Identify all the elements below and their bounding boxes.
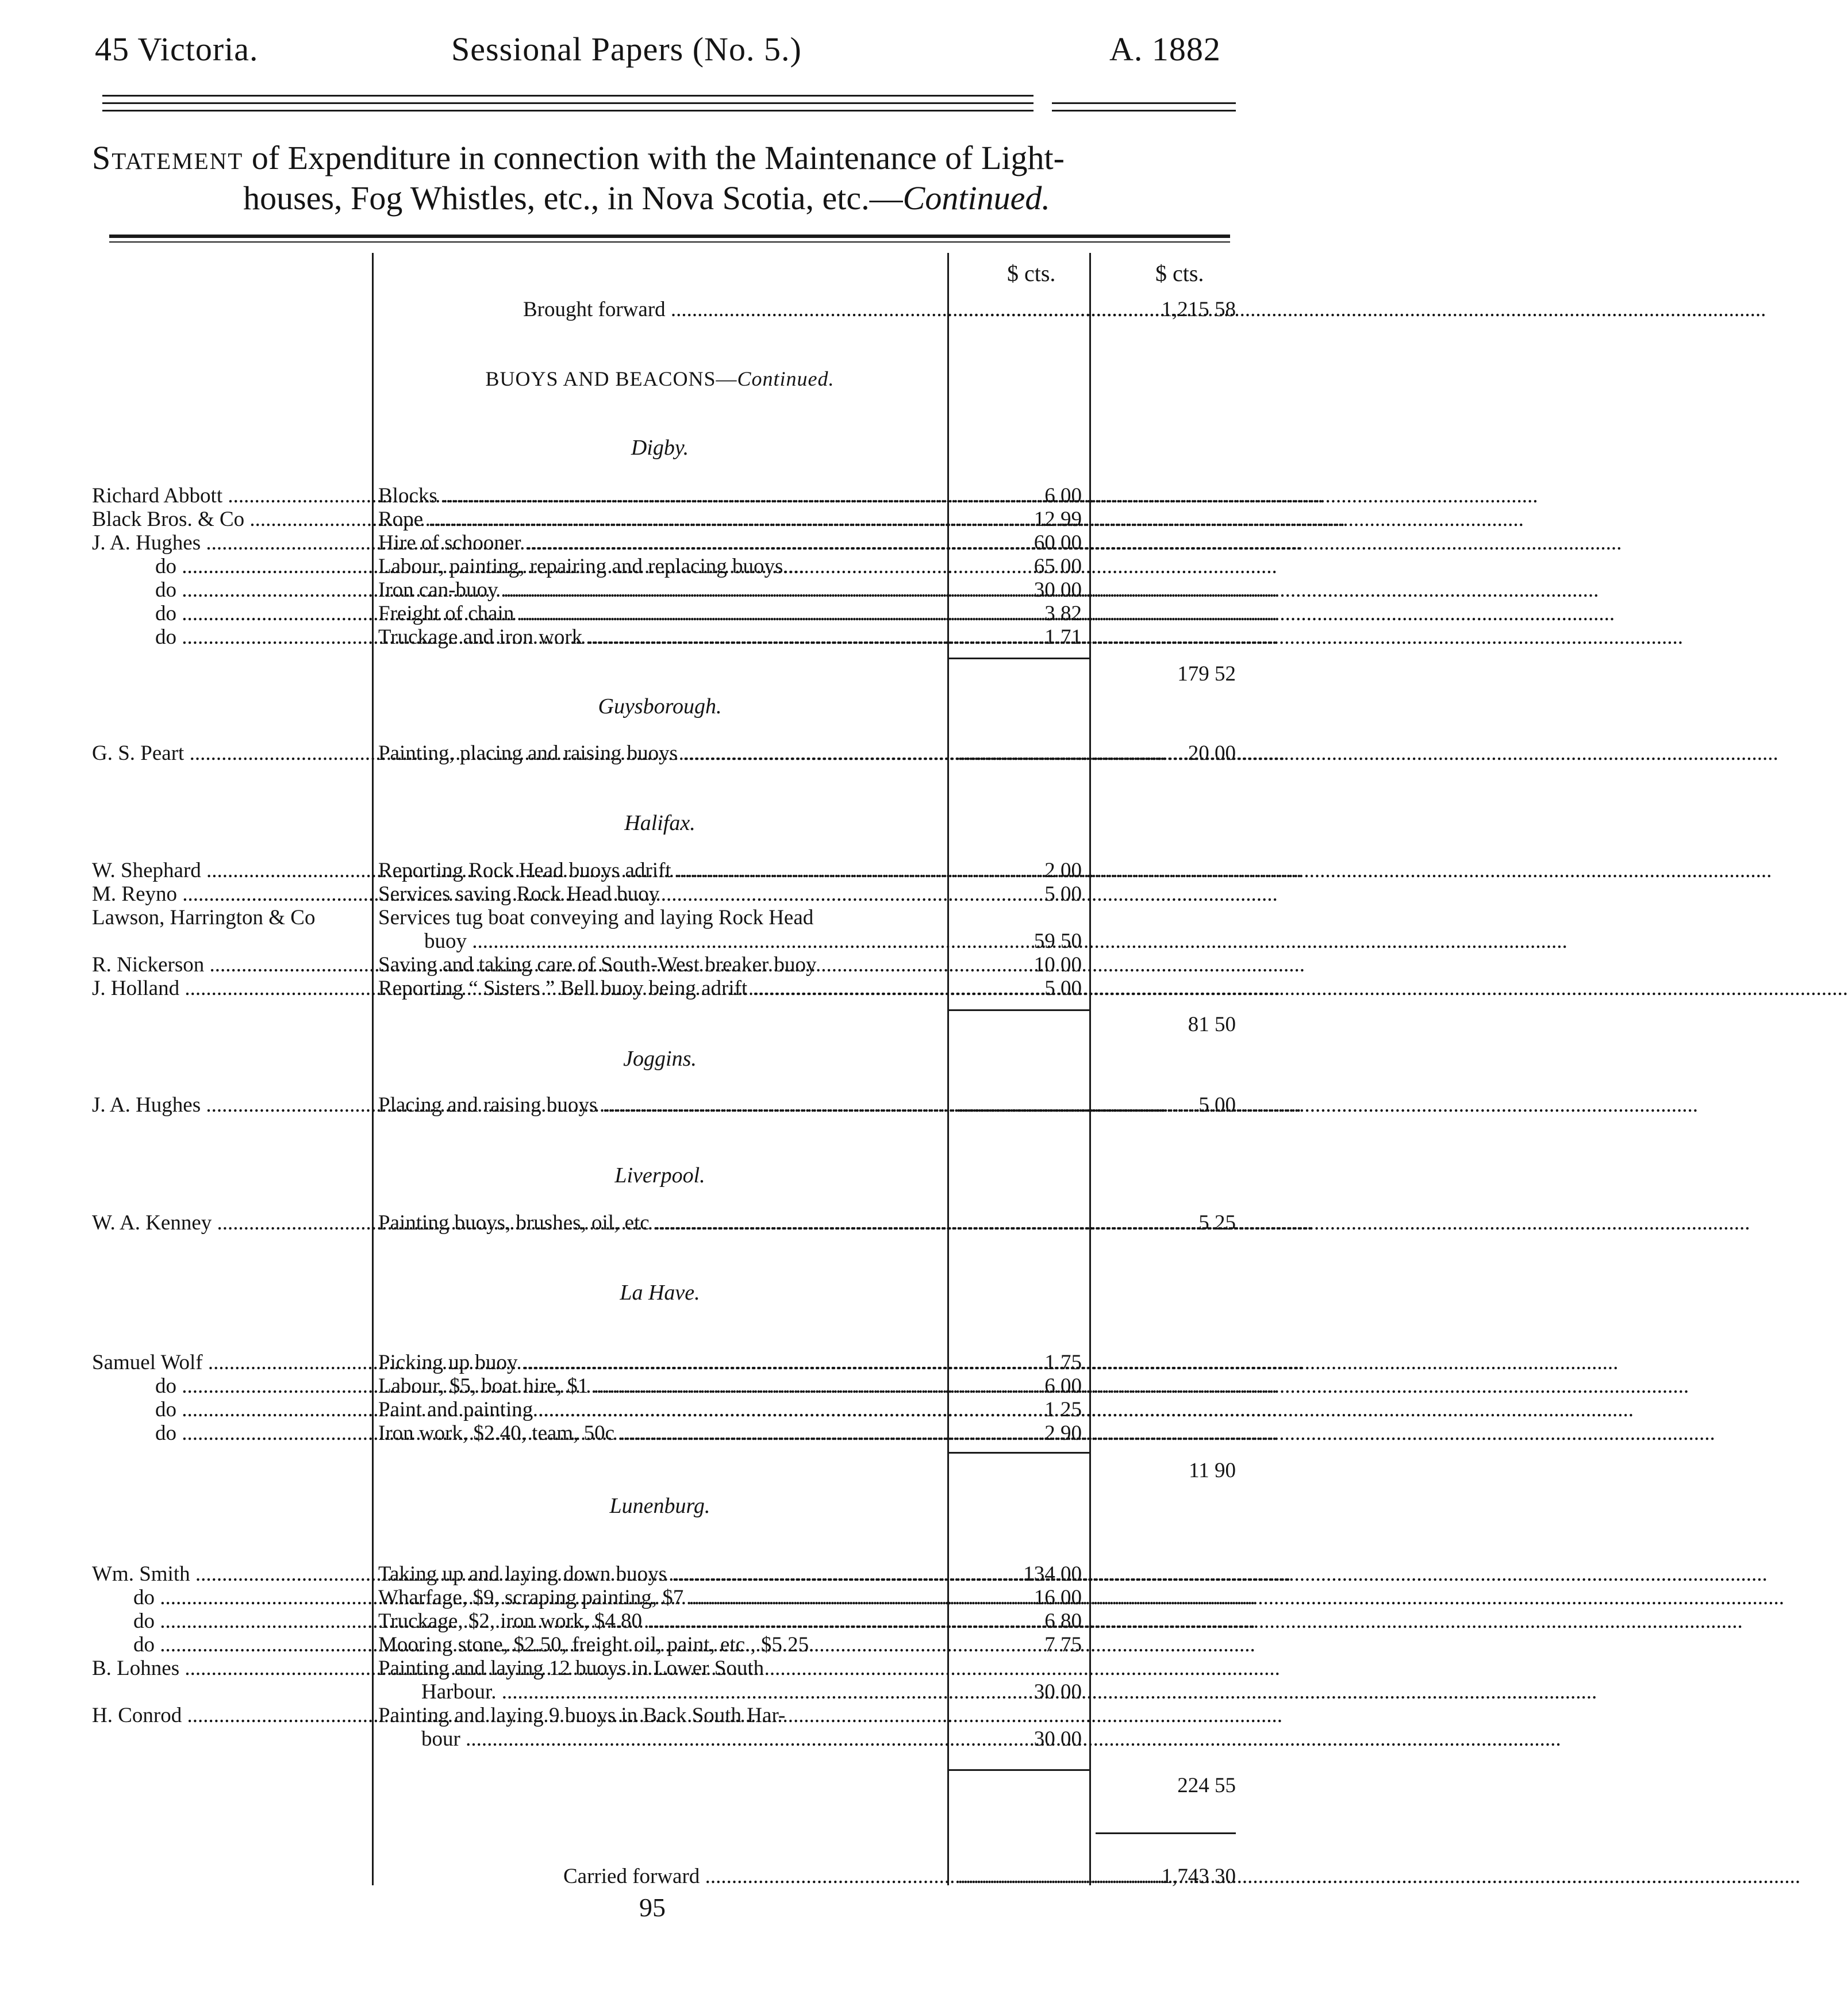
payee: Lawson, Harrington & Co <box>92 906 316 929</box>
item-description: Iron work, $2.40, team, 50c <box>378 1421 615 1445</box>
item-description: Picking up buoy <box>378 1351 518 1374</box>
carried-forward-label: Carried forward <box>563 1865 700 1888</box>
item-description: Reporting “ Sisters ” Bell buoy being adrift <box>378 977 748 1000</box>
payee: W. A. Kenney <box>92 1211 212 1235</box>
item-description: Labour, $5, boat hire, $1 <box>378 1374 589 1398</box>
table-row <box>0 1657 1277 1681</box>
item-amount: 30 00 <box>1034 1680 1082 1704</box>
table-row <box>0 859 1277 883</box>
item-amount: 30 00 <box>1034 1727 1082 1751</box>
table-row <box>0 882 1277 906</box>
section-total-joggins: 5 00 <box>1198 1093 1236 1117</box>
payee: J. A. Hughes <box>92 531 201 555</box>
payee: do <box>155 1421 176 1445</box>
payee: Richard Abbott <box>92 484 223 508</box>
table-row <box>0 625 1277 650</box>
payee: M. Reyno <box>92 882 177 906</box>
title-line2: houses, Fog Whistles, etc., in Nova Scotia, etc.— <box>243 179 903 217</box>
table-row <box>0 555 1277 579</box>
section-title-lunenburg: Lunenburg. <box>609 1494 710 1518</box>
title-continued: Continued. <box>902 179 1050 217</box>
payee: do <box>133 1633 155 1657</box>
payee: Black Bros. & Co <box>92 508 245 531</box>
brought-forward-row <box>0 298 1277 322</box>
running-header-left: 45 Victoria. <box>95 30 259 68</box>
leader-dots: ....................................... <box>958 298 1165 321</box>
item-amount: 5 00 <box>1044 977 1082 1000</box>
section-title-liverpool: Liverpool. <box>614 1163 705 1188</box>
table-row <box>0 508 1277 532</box>
section-total-digby: 179 52 <box>1177 662 1236 686</box>
item-description: Services saving Rock Head buoy <box>378 882 660 906</box>
table-row <box>0 953 1277 977</box>
item-amount: 2 90 <box>1044 1421 1082 1445</box>
item-amount: 16 00 <box>1034 1586 1082 1609</box>
item-amount: 7 75 <box>1044 1633 1082 1657</box>
leader-dots: ....................................... <box>958 1093 1165 1117</box>
payee: W. Shephard <box>92 859 201 882</box>
item-description: Taking up and laying down buoys <box>378 1562 667 1586</box>
item-amount: 134 00 <box>1023 1562 1082 1586</box>
item-amount: 1 25 <box>1044 1398 1082 1421</box>
carried-forward-total: 1,743 30 <box>1161 1865 1236 1888</box>
item-description: Labour, painting, repairing and replacing buoys.... <box>378 555 805 578</box>
item-description-cont: buoy <box>424 929 467 953</box>
item-description: Paint and painting <box>378 1398 533 1421</box>
table-row <box>0 578 1277 602</box>
page-number: 95 <box>639 1893 666 1922</box>
item-amount: 10 00 <box>1034 953 1082 977</box>
item-description: Freight of chain <box>378 602 514 625</box>
brought-forward-label: Brought forward <box>523 298 666 321</box>
section-title-digby: Digby. <box>631 436 689 460</box>
section-heading <box>378 367 942 391</box>
section-title-lahave: La Have. <box>620 1281 700 1305</box>
payee: G. S. Peart <box>92 741 185 765</box>
section-total-guysborough: 20 00 <box>1188 741 1236 765</box>
section-total-halifax: 81 50 <box>1188 1013 1236 1036</box>
payee: do <box>155 625 176 649</box>
item-description: Painting and laying 12 buoys in Lower South <box>378 1657 764 1680</box>
item-amount: 12 99 <box>1034 508 1082 531</box>
item-description: Saving and taking care of South-West breaker buoy <box>378 953 817 977</box>
payee: do <box>155 1398 176 1421</box>
item-description: Wharfage, $9, scraping painting, $7 <box>378 1586 684 1609</box>
running-header-center: Sessional Papers (No. 5.) <box>451 30 802 68</box>
column-head-total: $ cts. <box>1155 260 1204 286</box>
section-title-halifax: Halifax. <box>624 811 696 835</box>
title-smallcaps: Statement <box>92 139 244 176</box>
title-line1: of Expenditure in connection with the Maintenance of Light- <box>243 139 1065 176</box>
item-description: Mooring stone, $2.50, freight oil, paint, etc., $5.25. <box>378 1633 814 1657</box>
item-amount: 1 71 <box>1044 625 1082 649</box>
item-description: Rope <box>378 508 424 531</box>
table-row <box>0 484 1277 508</box>
payee: do <box>155 578 176 602</box>
table-row-continuation <box>0 1680 1277 1704</box>
section-total-row <box>0 1001 1277 1036</box>
table-row <box>0 602 1277 626</box>
table-row-continuation <box>0 1727 1277 1751</box>
table-row <box>0 1562 1277 1586</box>
payee: do <box>133 1586 155 1609</box>
table-row <box>0 1609 1277 1634</box>
payee: do <box>155 555 176 578</box>
payee: Wm. Smith <box>92 1562 190 1586</box>
payee: H. Conrod <box>92 1704 182 1727</box>
item-description: Blocks <box>378 484 437 508</box>
item-description: Hire of schooner <box>378 531 521 555</box>
item-description: Painting, placing and raising buoys <box>378 741 678 765</box>
section-total-lunenburg: 224 55 <box>1177 1774 1236 1797</box>
payee: do <box>133 1609 155 1633</box>
payee: Samuel Wolf <box>92 1351 203 1374</box>
section-heading-main: BUOYS AND BEACONS— <box>485 367 737 390</box>
item-amount: 60 00 <box>1034 531 1082 555</box>
item-description: Painting and laying 9 buoys in Back South Har- <box>378 1704 786 1727</box>
item-amount: 30 00 <box>1034 578 1082 602</box>
item-description: Truckage, $2, iron work, $4.80 <box>378 1609 643 1633</box>
table-row-continuation <box>0 929 1277 954</box>
item-amount: 2 00 <box>1044 859 1082 882</box>
payee: do <box>155 602 176 625</box>
grand-total-rule <box>1096 1832 1236 1834</box>
item-description: Painting buoys, brushes, oil, etc <box>378 1211 650 1235</box>
payee: J. Holland <box>92 977 180 1000</box>
carried-forward-row <box>0 1865 1277 1889</box>
table-row <box>0 1398 1277 1422</box>
item-amount: 1 75 <box>1044 1351 1082 1374</box>
payee: J. A. Hughes <box>92 1093 201 1117</box>
item-amount: 5 00 <box>1044 882 1082 906</box>
section-total-row <box>0 1446 1277 1482</box>
section-heading-continued: Continued. <box>737 367 835 390</box>
leader-dots: ....................................... <box>958 741 1165 765</box>
item-description: Reporting Rock Head buoys adrift <box>378 859 671 882</box>
item-amount: 6 00 <box>1044 1374 1082 1398</box>
section-title-joggins: Joggins. <box>623 1047 697 1071</box>
item-amount: 3 82 <box>1044 602 1082 625</box>
item-description: Truckage and iron work <box>378 625 583 649</box>
item-amount: 59 50 <box>1034 929 1082 953</box>
table-row <box>0 1351 1277 1375</box>
item-amount: 6 80 <box>1044 1609 1082 1633</box>
table-row <box>0 531 1277 555</box>
item-description: Iron can-buoy <box>378 578 498 602</box>
section-total-lahave: 11 90 <box>1189 1459 1236 1482</box>
section-total-row <box>0 650 1277 686</box>
payee: B. Lohnes <box>92 1657 180 1680</box>
payee: R. Nickerson <box>92 953 205 977</box>
table-row <box>0 1421 1277 1446</box>
table-row <box>0 1374 1277 1398</box>
item-amount: 6 00 <box>1044 484 1082 508</box>
table-row <box>0 1633 1277 1657</box>
table-row <box>0 1586 1277 1610</box>
column-head-amount: $ cts. <box>1007 260 1056 286</box>
table-row <box>0 977 1277 1001</box>
section-total-row <box>0 1762 1277 1797</box>
table-row <box>0 741 1277 766</box>
table-row <box>0 1211 1277 1235</box>
statement-title <box>92 138 1236 218</box>
leader-dots: ....................................... <box>958 1865 1165 1888</box>
brought-forward-total: 1,215 58 <box>1161 298 1236 321</box>
item-amount: 65 00 <box>1034 555 1082 578</box>
table-row <box>0 1704 1277 1728</box>
table-row <box>0 906 1277 930</box>
running-header-right: A. 1882 <box>1109 30 1221 68</box>
payee: do <box>155 1374 176 1398</box>
item-description: Placing and raising buoys <box>378 1093 598 1117</box>
item-description-cont: bour <box>421 1727 460 1751</box>
section-total-liverpool: 5 25 <box>1198 1211 1236 1235</box>
section-title-guysborough: Guysborough. <box>598 694 722 718</box>
table-row <box>0 1093 1277 1117</box>
item-description: Services tug boat conveying and laying Rock Head <box>378 906 814 929</box>
item-description-cont: Harbour. <box>421 1680 497 1704</box>
